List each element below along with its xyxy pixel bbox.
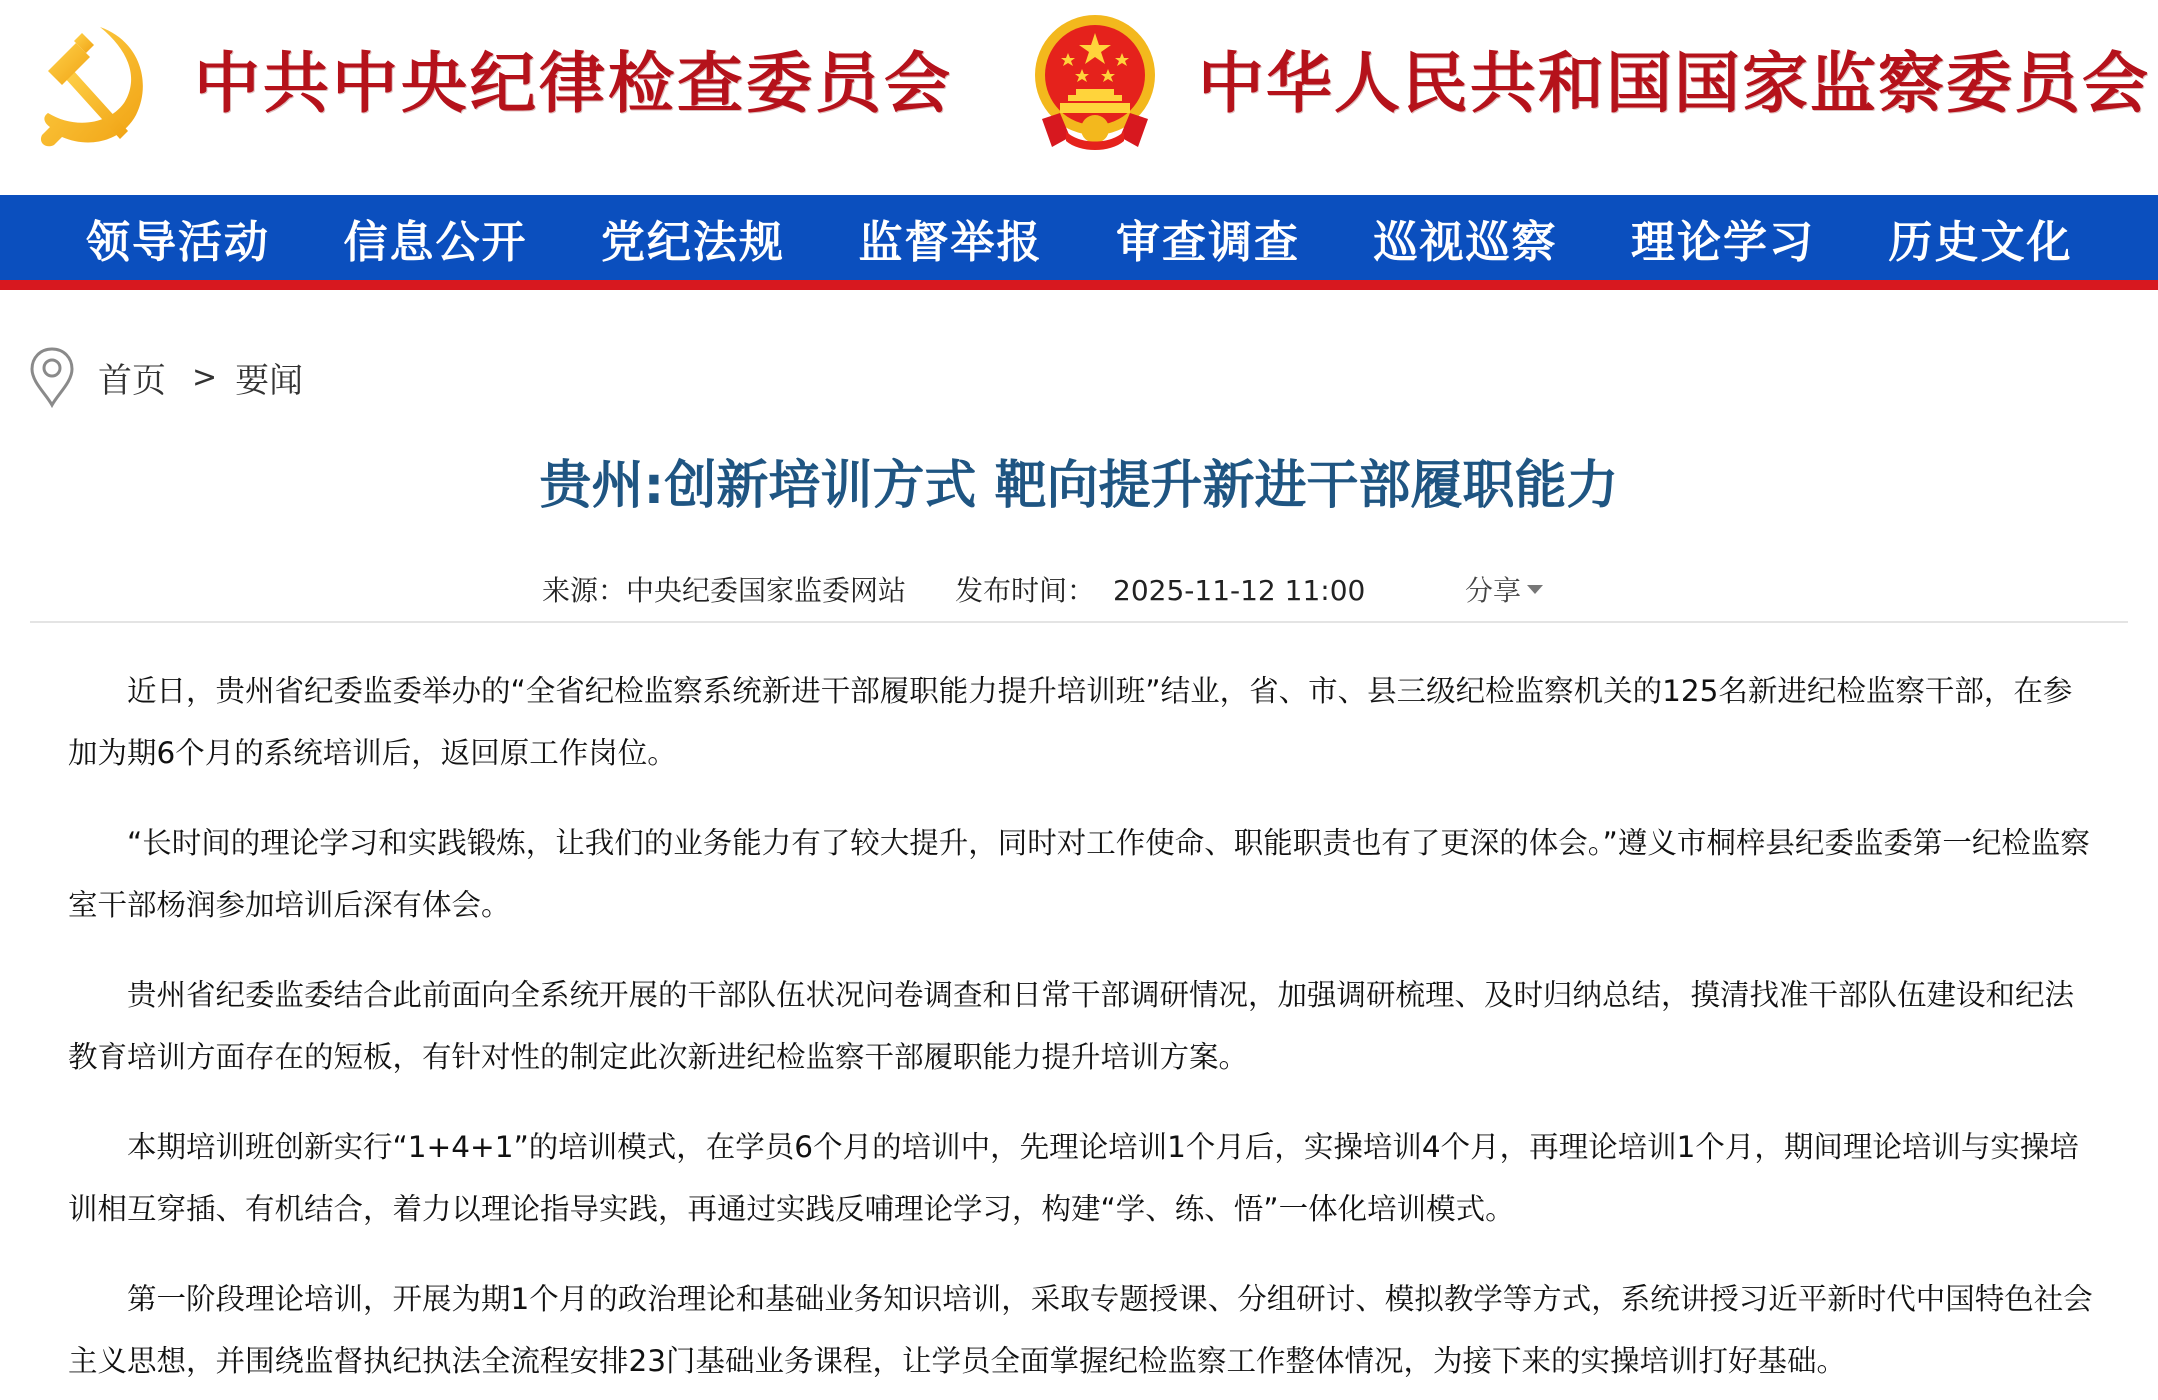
breadcrumb-home-link[interactable]: 首页 — [98, 360, 166, 401]
share-dropdown[interactable] — [1465, 569, 1543, 609]
nav-item-investigation[interactable]: 审查调查 — [1116, 216, 1300, 268]
time-label: 发布时间： — [955, 574, 1096, 607]
location-pin-icon — [28, 346, 76, 408]
breadcrumb-current-link[interactable]: 要闻 — [235, 360, 304, 401]
nsc-logo[interactable] — [1030, 8, 2150, 158]
site-header — [0, 0, 2158, 195]
source-label: 来源： — [542, 574, 627, 607]
nav-red-strip — [0, 280, 2158, 290]
breadcrumb — [28, 345, 303, 409]
nav-item-history-culture[interactable]: 历史文化 — [1888, 216, 2073, 268]
source-value: 中央纪委国家监委网站 — [626, 574, 907, 607]
national-emblem-icon — [1030, 13, 1160, 153]
breadcrumb-separator: > — [192, 359, 218, 395]
nav-item-party-regulations[interactable]: 党纪法规 — [601, 216, 785, 268]
article-paragraph: 第一阶段理论培训，开展为期1个月的政治理论和基础业务知识培训，采取专题授课、分组研讨、模拟教学等方式，系统讲授习近平新时代中国特色社会主义思想，并围绕监督执纪执法全流程安排23门基础业务课程，让学员全面掌握纪检监察工作整体情况，为接下来的实操培训打好基础。 — [68, 1282, 2093, 1378]
nav-item-inspection[interactable]: 巡视巡察 — [1373, 216, 1558, 268]
article-paragraph: 本期培训班创新实行“1+4+1”的培训模式，在学员6个月的培训中，先理论培训1个月后，实操培训4个月，再理论培训1个月，期间理论培训与实操培训相互穿插、有机结合，着力以理论指导实践，再通过实践反哺理论学习，构建“学、练、悟”一体化培训模式。 — [68, 1130, 2079, 1226]
ccdi-logo[interactable] — [28, 8, 953, 158]
article-paragraph: 近日，贵州省纪委监委举办的“全省纪检监察系统新进干部履职能力提升培训班”结业，省、市、县三级纪检监察机关的125名新进纪检监察干部，在参加为期6个月的系统培训后，返回原工作岗位。 — [68, 674, 2073, 770]
nsc-logo-text: 中华人民共和国国家监察委员会 — [1198, 44, 2150, 122]
share-label: 分享 — [1465, 574, 1522, 607]
meta-divider — [30, 621, 2128, 623]
article-paragraph: 贵州省纪委监委结合此前面向全系统开展的干部队伍状况问卷调查和日常干部调研情况，加强调研梳理、及时归纳总结，摸清找准干部队伍建设和纪法教育培训方面存在的短板，有针对性的制定此次新进纪检监察干部履职能力提升培训方案。 — [68, 978, 2075, 1074]
main-nav — [0, 195, 2158, 280]
nav-item-theory-study[interactable]: 理论学习 — [1631, 216, 1815, 268]
article-title: 贵州:创新培训方式 靶向提升新进干部履职能力 — [539, 456, 1619, 516]
caret-down-icon — [1527, 585, 1543, 594]
nav-item-leadership[interactable]: 领导活动 — [86, 216, 270, 268]
nav-item-supervision-report[interactable]: 监督举报 — [858, 216, 1043, 268]
article-paragraph: “长时间的理论学习和实践锻炼，让我们的业务能力有了较大提升，同时对工作使命、职能职责也有了更深的体会。”遵义市桐梓县纪委监委第一纪检监察室干部杨润参加培训后深有体会。 — [68, 826, 2090, 922]
nav-item-info-disclosure[interactable]: 信息公开 — [343, 216, 528, 268]
article-source — [542, 569, 906, 609]
article-body — [68, 660, 2098, 1400]
time-value: 2025-11-12 11:00 — [1113, 574, 1366, 607]
ccdi-logo-text: 中共中央纪律检查委员会 — [194, 44, 953, 122]
party-emblem-icon — [28, 13, 158, 153]
article-meta — [0, 565, 2158, 609]
article-publish-time — [955, 569, 1365, 609]
